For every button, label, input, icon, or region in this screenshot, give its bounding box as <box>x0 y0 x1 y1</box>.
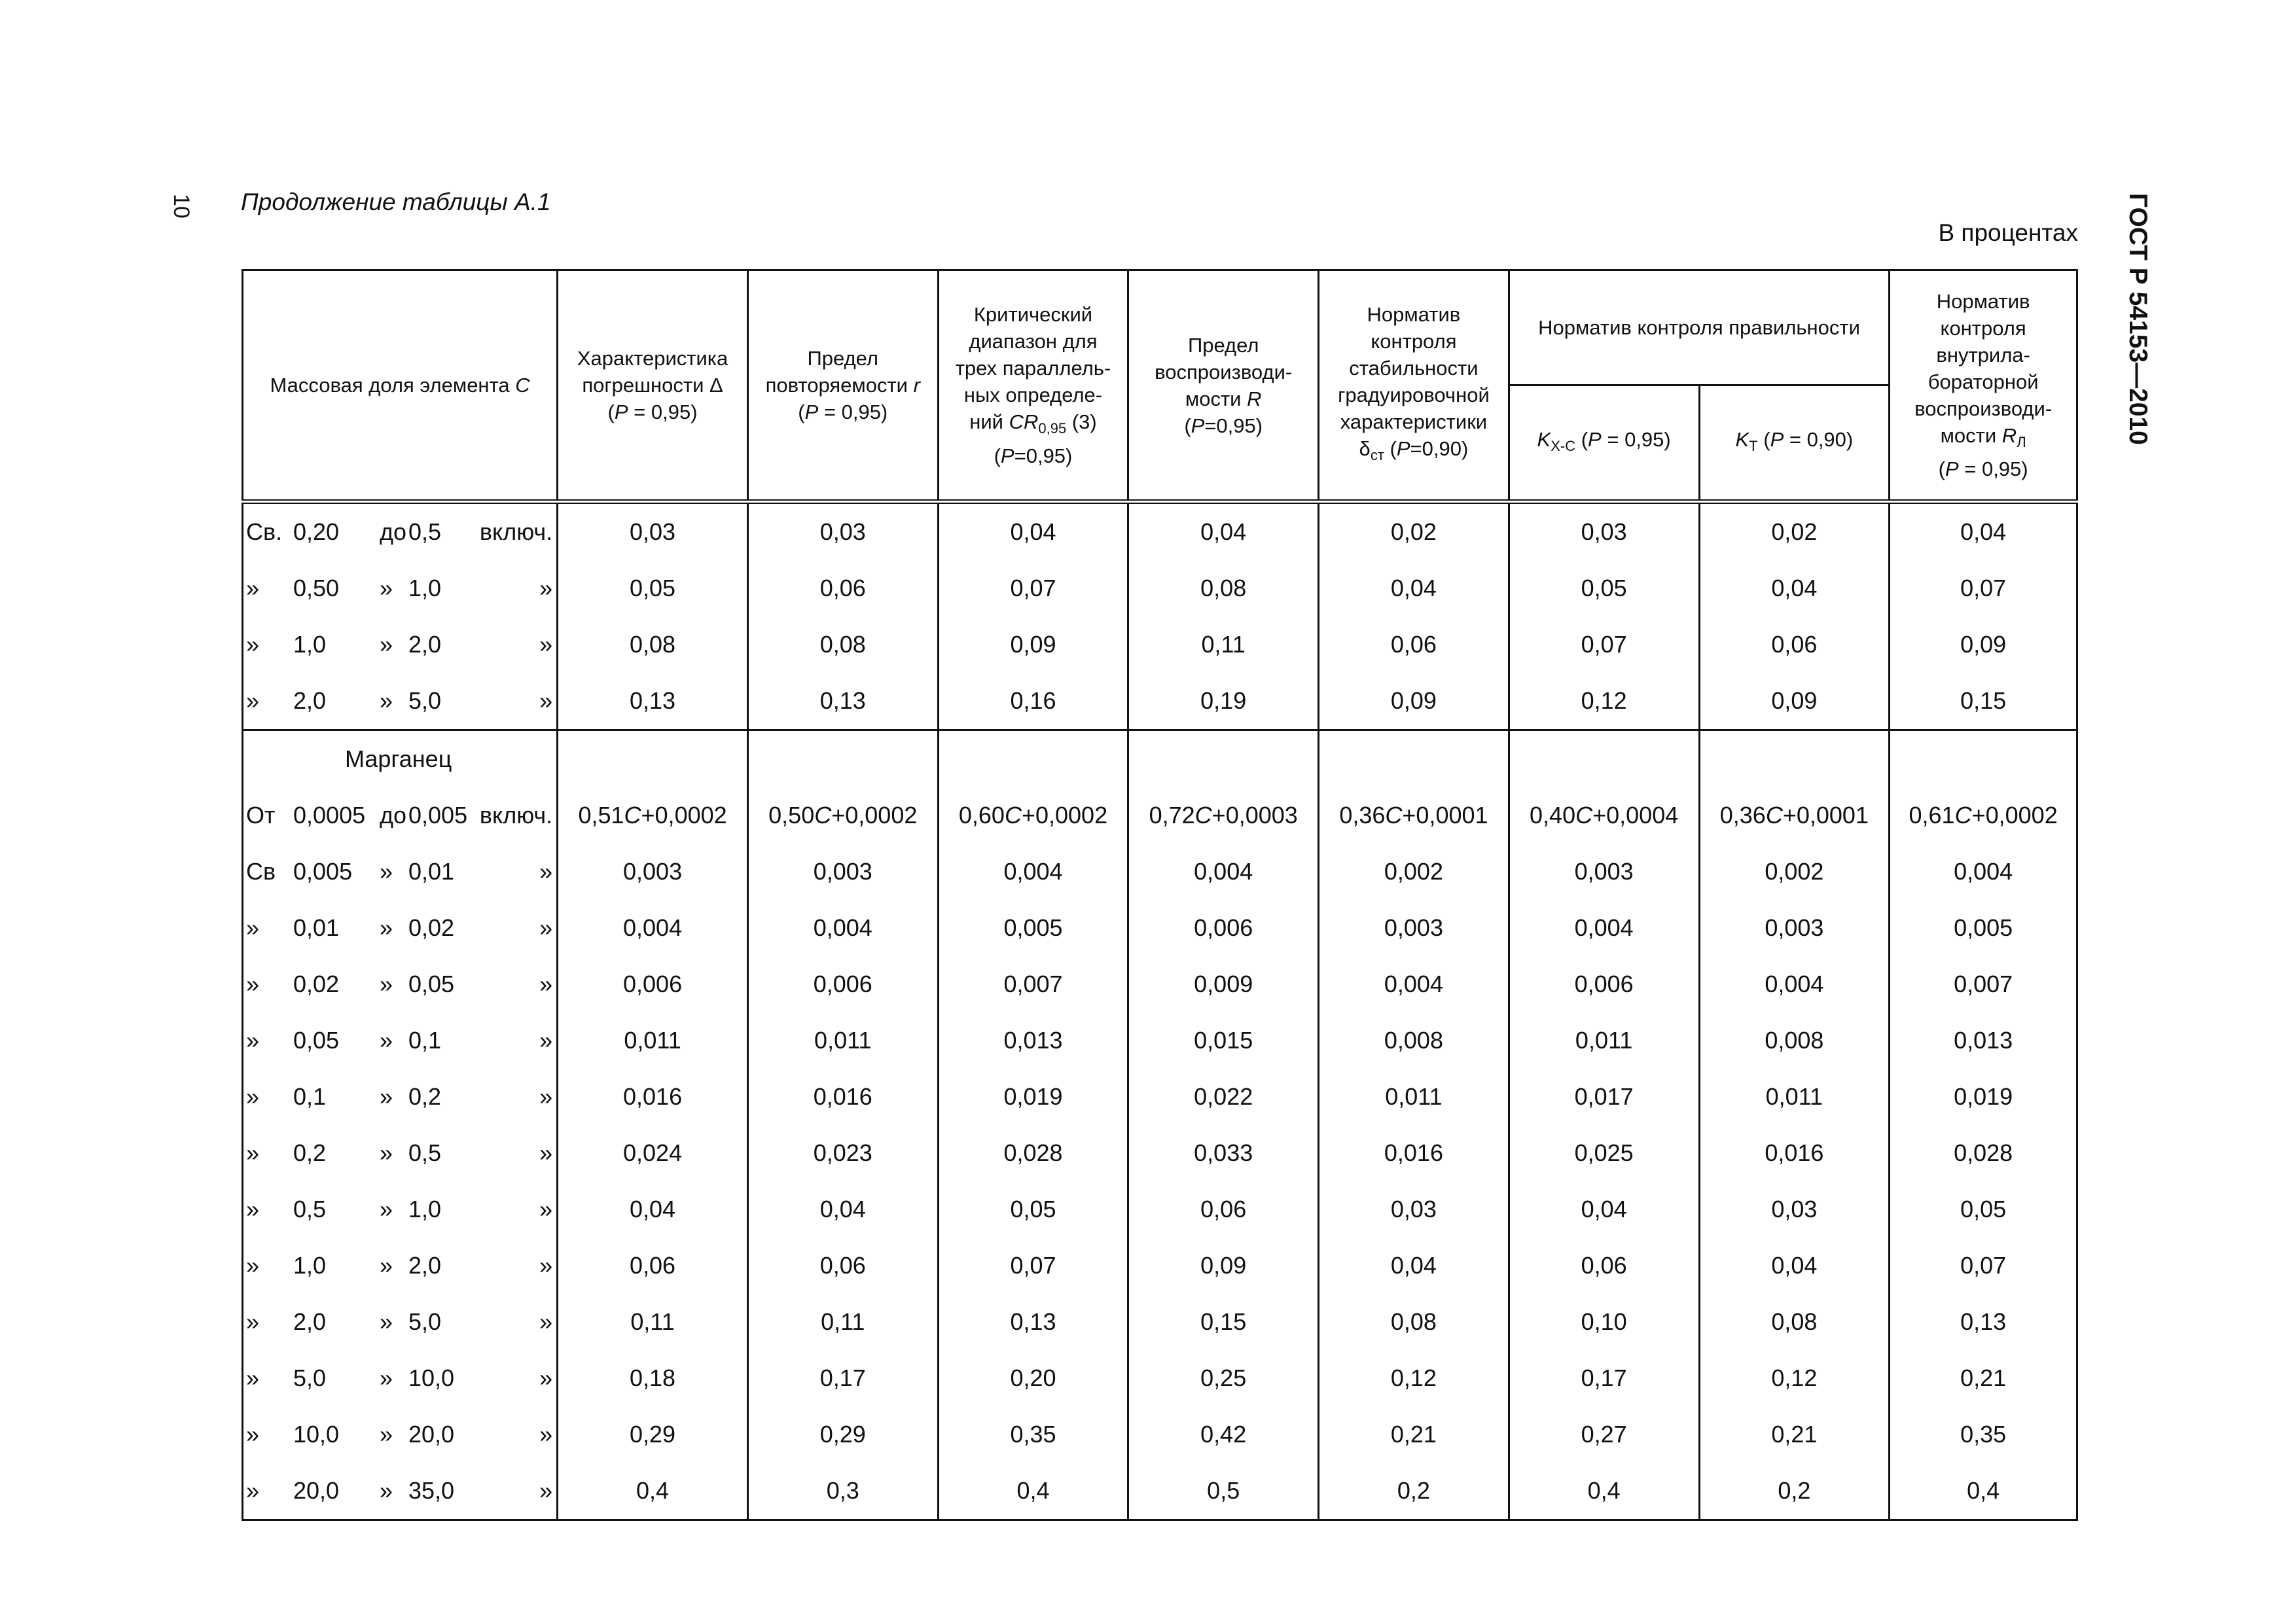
range-suffix: » <box>539 1477 553 1504</box>
standard-designation: ГОСТ Р 54153—2010 <box>2124 193 2152 445</box>
value-cell: 0,06 <box>1699 616 1890 673</box>
value-cell: 0,023 <box>747 1125 938 1181</box>
value-cell: 0,36C+0,0001 <box>1319 787 1509 844</box>
value-cell: 0,20 <box>938 1350 1128 1406</box>
value-cell: 0,016 <box>1319 1125 1509 1181</box>
range-from: 0,1 <box>293 1083 327 1110</box>
value-cell: 0,13 <box>938 1294 1128 1350</box>
value-cell: 0,08 <box>1699 1294 1890 1350</box>
range-prefix: Св <box>246 858 276 885</box>
range-separator: » <box>380 1308 393 1335</box>
header-k-xc: $K_{Х-С}$ (P = 0,95) <box>1509 385 1699 502</box>
value-cell: 0,004 <box>1128 844 1319 900</box>
range-cell <box>243 673 558 730</box>
range-from: 20,0 <box>293 1477 340 1504</box>
value-cell: 0,29 <box>747 1406 938 1463</box>
value-cell: 0,18 <box>558 1350 748 1406</box>
header-mass-fraction: Массовая доля элемента C <box>243 270 558 502</box>
range-suffix: » <box>539 1364 553 1391</box>
range-separator: » <box>380 687 393 714</box>
range-prefix: » <box>246 1477 260 1504</box>
value-cell: 0,011 <box>1319 1069 1509 1125</box>
table-row <box>243 1238 2077 1294</box>
value-cell: 0,12 <box>1509 673 1699 730</box>
value-cell: 0,07 <box>1890 1238 2077 1294</box>
value-cell: 0,004 <box>558 900 748 956</box>
range-cell <box>243 1125 558 1181</box>
table-row <box>243 956 2077 1012</box>
table-row <box>243 844 2077 900</box>
range-separator: » <box>380 1364 393 1391</box>
table-row <box>243 1350 2077 1406</box>
table-row <box>243 900 2077 956</box>
range-prefix: » <box>246 1421 260 1448</box>
range-to: 0,005 <box>408 802 468 829</box>
range-cell <box>243 1350 558 1406</box>
range-prefix: Св. <box>246 518 283 545</box>
range-suffix: » <box>539 631 553 658</box>
group-title-manganese: Марганец <box>345 745 452 772</box>
value-cell: 0,022 <box>1128 1069 1319 1125</box>
range-from: 0,02 <box>293 971 340 997</box>
range-separator: » <box>380 1139 393 1166</box>
range-to: 0,1 <box>408 1027 442 1054</box>
range-prefix: » <box>246 1027 260 1054</box>
range-from: 0,005 <box>293 858 353 885</box>
value-cell: 0,019 <box>1890 1069 2077 1125</box>
value-cell: 0,007 <box>1890 956 2077 1012</box>
value-cell: 0,04 <box>1319 1238 1509 1294</box>
value-cell: 0,10 <box>1509 1294 1699 1350</box>
value-cell: 0,17 <box>1509 1350 1699 1406</box>
value-cell: 0,025 <box>1509 1125 1699 1181</box>
header-repeatability: Предел повторяемости r (P = 0,95) <box>747 270 938 502</box>
header-stability-norm: Норматив контроля стабильности градуировочной характеристики $\delta_{ст}$ (P=0,90) <box>1319 270 1509 502</box>
table-group-1 <box>243 502 2077 730</box>
value-cell: 0,016 <box>1699 1125 1890 1181</box>
range-to: 10,0 <box>408 1364 455 1391</box>
value-cell: 0,013 <box>1890 1012 2077 1069</box>
range-cell <box>243 1406 558 1463</box>
value-cell: 0,011 <box>1509 1012 1699 1069</box>
range-suffix: » <box>539 1252 553 1279</box>
range-from: 2,0 <box>293 687 327 714</box>
range-separator: » <box>380 914 393 941</box>
value-cell: 0,024 <box>558 1125 748 1181</box>
value-cell: 0,21 <box>1699 1406 1890 1463</box>
range-cell <box>243 560 558 616</box>
value-cell: 0,15 <box>1890 673 2077 730</box>
range-to: 0,01 <box>408 858 455 885</box>
value-cell: 0,02 <box>1319 502 1509 561</box>
table-group-manganese <box>243 730 2077 1520</box>
range-prefix: » <box>246 1364 260 1391</box>
range-separator: » <box>380 858 393 885</box>
value-cell: 0,40C+0,0004 <box>1509 787 1699 844</box>
value-cell: 0,17 <box>747 1350 938 1406</box>
value-cell: 0,033 <box>1128 1125 1319 1181</box>
value-cell: 0,08 <box>747 616 938 673</box>
value-cell: 0,03 <box>1509 502 1699 561</box>
value-cell: 0,4 <box>1890 1463 2077 1520</box>
range-cell <box>243 1181 558 1238</box>
table-row <box>243 673 2077 730</box>
range-to: 0,5 <box>408 1139 442 1166</box>
range-suffix: » <box>539 971 553 997</box>
value-cell: 0,42 <box>1128 1406 1319 1463</box>
value-cell: 0,04 <box>1890 502 2077 561</box>
value-cell: 0,004 <box>1890 844 2077 900</box>
value-cell: 0,009 <box>1128 956 1319 1012</box>
value-cell: 0,2 <box>1699 1463 1890 1520</box>
value-cell: 0,61C+0,0002 <box>1890 787 2077 844</box>
range-cell <box>243 1069 558 1125</box>
value-cell: 0,07 <box>938 560 1128 616</box>
group-title-row <box>243 730 2077 788</box>
value-cell: 0,006 <box>1509 956 1699 1012</box>
page-number: 10 <box>169 194 194 219</box>
range-from: 0,20 <box>293 518 340 545</box>
range-prefix: » <box>246 631 260 658</box>
header-correctness-group: Норматив контроля правильности <box>1509 270 1889 385</box>
value-cell: 0,13 <box>1890 1294 2077 1350</box>
value-cell: 0,5 <box>1128 1463 1319 1520</box>
header-critical-range: Критический диапазон для трех параллель- ных определе- ний $CR_{0,95}$ (3) (P=0,95) <box>938 270 1128 502</box>
range-from: 1,0 <box>293 631 327 658</box>
header-error-characteristic: Характеристика погрешности Δ (P = 0,95) <box>558 270 748 502</box>
value-cell: 0,13 <box>558 673 748 730</box>
value-cell: 0,27 <box>1509 1406 1699 1463</box>
value-cell: 0,04 <box>747 1181 938 1238</box>
value-cell: 0,004 <box>1509 900 1699 956</box>
range-cell <box>243 844 558 900</box>
range-separator: » <box>380 971 393 997</box>
value-cell: 0,004 <box>938 844 1128 900</box>
value-cell: 0,006 <box>558 956 748 1012</box>
value-cell: 0,002 <box>1319 844 1509 900</box>
range-to: 5,0 <box>408 687 442 714</box>
value-cell: 0,3 <box>747 1463 938 1520</box>
value-cell: 0,06 <box>1128 1181 1319 1238</box>
value-cell: 0,04 <box>1319 560 1509 616</box>
value-cell: 0,007 <box>938 956 1128 1012</box>
range-to: 0,05 <box>408 971 455 997</box>
value-cell: 0,07 <box>1890 560 2077 616</box>
value-cell: 0,4 <box>1509 1463 1699 1520</box>
data-table <box>242 269 2078 1521</box>
range-from: 0,05 <box>293 1027 340 1054</box>
value-cell: 0,06 <box>1319 616 1509 673</box>
range-separator: » <box>380 1421 393 1448</box>
value-cell: 0,006 <box>747 956 938 1012</box>
range-separator: до <box>380 802 407 829</box>
table-row <box>243 502 2077 561</box>
range-separator: » <box>380 1477 393 1504</box>
value-cell: 0,21 <box>1319 1406 1509 1463</box>
value-cell: 0,36C+0,0001 <box>1699 787 1890 844</box>
value-cell: 0,003 <box>558 844 748 900</box>
value-cell: 0,03 <box>558 502 748 561</box>
value-cell: 0,005 <box>938 900 1128 956</box>
range-separator: » <box>380 631 393 658</box>
units-note: В процентах <box>1938 219 2078 246</box>
range-suffix: » <box>539 1083 553 1110</box>
value-cell: 0,51C+0,0002 <box>558 787 748 844</box>
range-suffix: » <box>539 1196 553 1222</box>
header-reproducibility: Предел воспроизводи- мости R (P=0,95) <box>1128 270 1319 502</box>
value-cell: 0,05 <box>1890 1181 2077 1238</box>
value-cell: 0,09 <box>1128 1238 1319 1294</box>
value-cell: 0,25 <box>1128 1350 1319 1406</box>
table-row <box>243 1406 2077 1463</box>
value-cell: 0,04 <box>1699 560 1890 616</box>
range-from: 10,0 <box>293 1421 340 1448</box>
range-cell <box>243 956 558 1012</box>
range-from: 2,0 <box>293 1308 327 1335</box>
header-k-t: $K_Т$ (P = 0,90) <box>1699 385 1890 502</box>
value-cell: 0,05 <box>558 560 748 616</box>
value-cell: 0,03 <box>1699 1181 1890 1238</box>
value-cell: 0,008 <box>1319 1012 1509 1069</box>
value-cell: 0,02 <box>1699 502 1890 561</box>
range-separator: » <box>380 1196 393 1222</box>
range-prefix: » <box>246 1083 260 1110</box>
value-cell: 0,04 <box>1128 502 1319 561</box>
range-from: 5,0 <box>293 1364 327 1391</box>
value-cell: 0,05 <box>1509 560 1699 616</box>
value-cell: 0,008 <box>1699 1012 1890 1069</box>
range-suffix: » <box>539 687 553 714</box>
value-cell: 0,09 <box>1699 673 1890 730</box>
value-cell: 0,72C+0,0003 <box>1128 787 1319 844</box>
value-cell: 0,08 <box>1128 560 1319 616</box>
value-cell: 0,35 <box>938 1406 1128 1463</box>
range-cell <box>243 900 558 956</box>
value-cell: 0,06 <box>1509 1238 1699 1294</box>
value-cell: 0,07 <box>938 1238 1128 1294</box>
value-cell: 0,08 <box>1319 1294 1509 1350</box>
value-cell: 0,011 <box>558 1012 748 1069</box>
range-from: 1,0 <box>293 1252 327 1279</box>
range-suffix: » <box>539 1308 553 1335</box>
range-suffix: » <box>539 575 553 601</box>
range-from: 0,0005 <box>293 802 366 829</box>
range-to: 0,5 <box>408 518 442 545</box>
value-cell: 0,35 <box>1890 1406 2077 1463</box>
table-row <box>243 1294 2077 1350</box>
value-cell: 0,011 <box>747 1012 938 1069</box>
value-cell: 0,08 <box>558 616 748 673</box>
range-prefix: » <box>246 971 260 997</box>
range-to: 1,0 <box>408 1196 442 1222</box>
value-cell: 0,04 <box>558 1181 748 1238</box>
value-cell: 0,4 <box>558 1463 748 1520</box>
value-cell: 0,003 <box>1509 844 1699 900</box>
range-to: 0,2 <box>408 1083 442 1110</box>
value-cell: 0,12 <box>1699 1350 1890 1406</box>
value-cell: 0,004 <box>1319 956 1509 1012</box>
range-suffix: » <box>539 858 553 885</box>
range-prefix: » <box>246 1308 260 1335</box>
range-suffix: » <box>539 1027 553 1054</box>
table-row <box>243 560 2077 616</box>
range-separator: » <box>380 1252 393 1279</box>
range-prefix: » <box>246 687 260 714</box>
value-cell: 0,12 <box>1319 1350 1509 1406</box>
value-cell: 0,04 <box>1509 1181 1699 1238</box>
value-cell: 0,013 <box>938 1012 1128 1069</box>
table-row <box>243 787 2077 844</box>
value-cell: 0,19 <box>1128 673 1319 730</box>
table-row <box>243 1125 2077 1181</box>
range-to: 2,0 <box>408 1252 442 1279</box>
range-to: 1,0 <box>408 575 442 601</box>
value-cell: 0,005 <box>1890 900 2077 956</box>
value-cell: 0,03 <box>1319 1181 1509 1238</box>
value-cell: 0,006 <box>1128 900 1319 956</box>
value-cell: 0,011 <box>1699 1069 1890 1125</box>
value-cell: 0,003 <box>1699 900 1890 956</box>
range-prefix: От <box>246 802 276 829</box>
value-cell: 0,11 <box>558 1294 748 1350</box>
value-cell: 0,09 <box>1890 616 2077 673</box>
range-to: 2,0 <box>408 631 442 658</box>
value-cell: 0,60C+0,0002 <box>938 787 1128 844</box>
value-cell: 0,03 <box>747 502 938 561</box>
table-row <box>243 1012 2077 1069</box>
value-cell: 0,04 <box>1699 1238 1890 1294</box>
value-cell: 0,09 <box>1319 673 1509 730</box>
range-suffix: » <box>539 914 553 941</box>
value-cell: 0,07 <box>1509 616 1699 673</box>
range-suffix: включ. <box>479 518 553 545</box>
value-cell: 0,015 <box>1128 1012 1319 1069</box>
value-cell: 0,29 <box>558 1406 748 1463</box>
range-cell <box>243 1294 558 1350</box>
value-cell: 0,004 <box>747 900 938 956</box>
range-prefix: » <box>246 1139 260 1166</box>
value-cell: 0,06 <box>558 1238 748 1294</box>
range-prefix: » <box>246 1252 260 1279</box>
range-from: 0,2 <box>293 1139 327 1166</box>
value-cell: 0,017 <box>1509 1069 1699 1125</box>
range-cell <box>243 787 558 844</box>
range-cell <box>243 616 558 673</box>
table-caption: Продолжение таблицы А.1 <box>241 188 551 215</box>
value-cell: 0,06 <box>747 1238 938 1294</box>
range-suffix: » <box>539 1139 553 1166</box>
range-cell <box>243 502 558 561</box>
range-cell <box>243 1238 558 1294</box>
table-row <box>243 616 2077 673</box>
value-cell: 0,15 <box>1128 1294 1319 1350</box>
value-cell: 0,4 <box>938 1463 1128 1520</box>
range-prefix: » <box>246 575 260 601</box>
value-cell: 0,2 <box>1319 1463 1509 1520</box>
range-to: 20,0 <box>408 1421 455 1448</box>
range-from: 0,01 <box>293 914 340 941</box>
range-separator: » <box>380 1027 393 1054</box>
range-to: 5,0 <box>408 1308 442 1335</box>
value-cell: 0,06 <box>747 560 938 616</box>
value-cell: 0,13 <box>747 673 938 730</box>
table-row <box>243 1069 2077 1125</box>
range-cell <box>243 1012 558 1069</box>
range-to: 35,0 <box>408 1477 455 1504</box>
value-cell: 0,50C+0,0002 <box>747 787 938 844</box>
range-prefix: » <box>246 914 260 941</box>
range-cell <box>243 1463 558 1520</box>
range-separator: до <box>380 518 407 545</box>
value-cell: 0,028 <box>938 1125 1128 1181</box>
value-cell: 0,09 <box>938 616 1128 673</box>
range-separator: » <box>380 1083 393 1110</box>
table-row <box>243 1181 2077 1238</box>
range-separator: » <box>380 575 393 601</box>
range-to: 0,02 <box>408 914 455 941</box>
value-cell: 0,028 <box>1890 1125 2077 1181</box>
value-cell: 0,11 <box>1128 616 1319 673</box>
value-cell: 0,016 <box>747 1069 938 1125</box>
value-cell: 0,003 <box>1319 900 1509 956</box>
range-from: 0,5 <box>293 1196 327 1222</box>
value-cell: 0,05 <box>938 1181 1128 1238</box>
range-prefix: » <box>246 1196 260 1222</box>
table-row <box>243 1463 2077 1520</box>
value-cell: 0,016 <box>558 1069 748 1125</box>
value-cell: 0,019 <box>938 1069 1128 1125</box>
value-cell: 0,11 <box>747 1294 938 1350</box>
value-cell: 0,16 <box>938 673 1128 730</box>
range-from: 0,50 <box>293 575 340 601</box>
value-cell: 0,002 <box>1699 844 1890 900</box>
value-cell: 0,004 <box>1699 956 1890 1012</box>
value-cell: 0,003 <box>747 844 938 900</box>
header-intralab-reproducibility: Норматив контроля внутрила- бораторной воспроизводи- мости $R_Л$ (P = 0,95) <box>1890 270 2077 502</box>
value-cell: 0,04 <box>938 502 1128 561</box>
value-cell: 0,21 <box>1890 1350 2077 1406</box>
range-suffix: » <box>539 1421 553 1448</box>
range-suffix: включ. <box>479 802 553 829</box>
